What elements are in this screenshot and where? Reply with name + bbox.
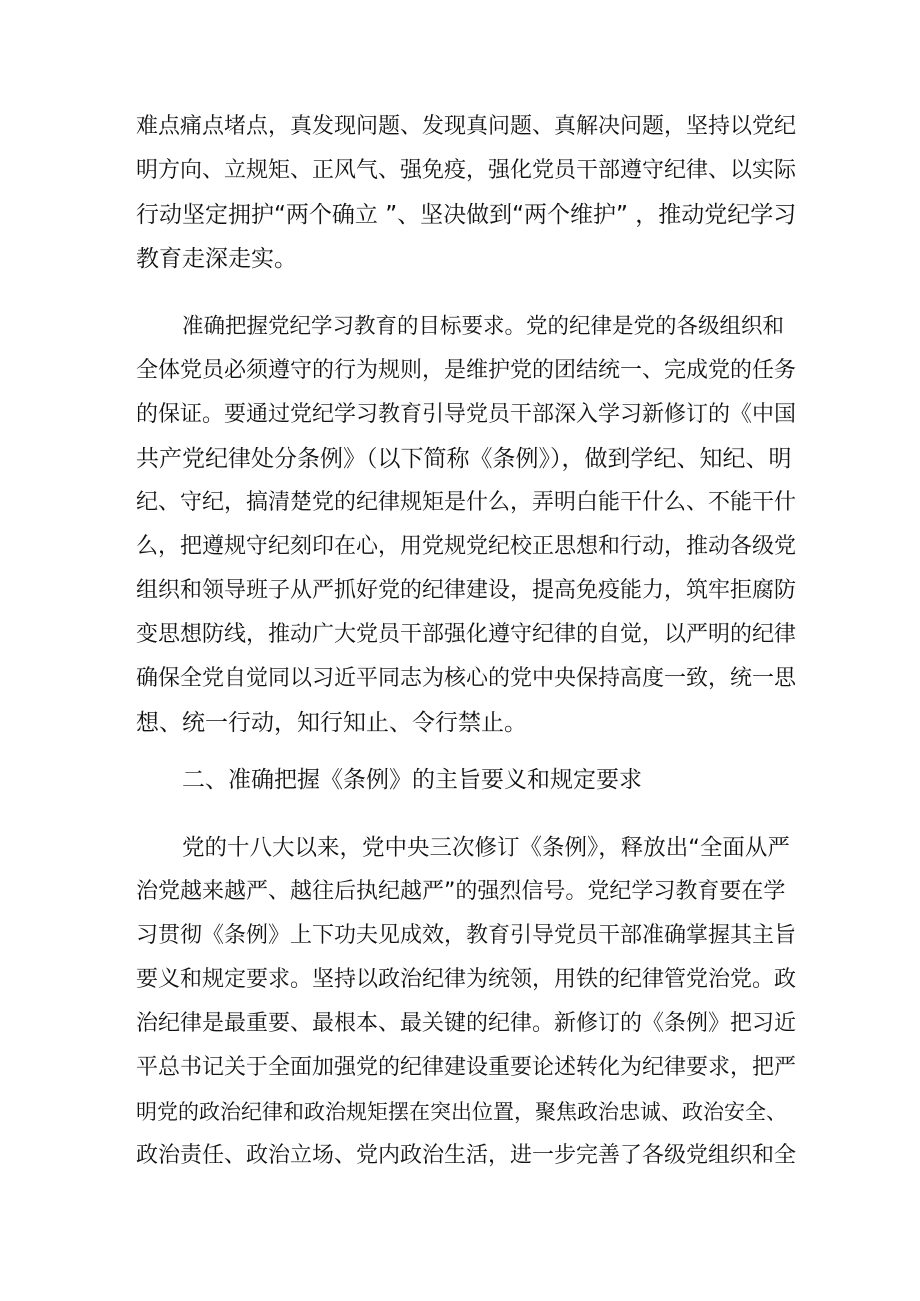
text-line: 党的十八大以来，党中央三次修订《条例》，释放出“全面从严 [182, 835, 790, 861]
text-line: 变思想防线，推动广大党员干部强化遵守纪律的自觉，以严明的纪律 [136, 622, 797, 647]
text-line: 明党的政治纪律和政治规矩摆在突出位置，聚焦政治忠诚、政治安全、 [136, 1100, 787, 1124]
text-line: 明方向、立规矩、正风气、强免疫，强化党员干部遵守纪律、以实际 [136, 158, 797, 183]
text-line: 行动坚定拥护“两个确立 ”、坚决做到“两个维护” ，推动党纪学习 [136, 202, 797, 228]
text-line: 要义和规定要求。坚持以政治纪律为统领，用铁的纪律管党治党。政 [136, 967, 797, 992]
text-line: 治党越来越严、越往后执纪越严”的强烈信号。党纪学习教育要在学 [136, 879, 786, 904]
text-line: 的保证。要通过党纪学习教育引导党员干部深入学习新修订的《中国 [136, 402, 797, 427]
text-line: 平总书记关于全面加强党的纪律建设重要论述转化为纪律要求，把严 [136, 1055, 797, 1080]
heading-text: 二、准确把握《条例》的主旨要义和规定要求 [182, 767, 642, 793]
text-line: 共产党纪律处分条例》（以下简称《条例》），做到学纪、知纪、明 [136, 446, 792, 472]
text-line: 全体党员必须遵守的行为规则，是维护党的团结统一、完成党的任务 [136, 358, 797, 383]
text-line: 想、统一行动，知行知止、令行禁止。 [136, 710, 527, 736]
text-line: 教育走深走实。 [136, 246, 297, 272]
text-line: 组织和领导班子从严抓好党的纪律建设，提高免疫能力，筑牢拒腐防 [136, 578, 797, 603]
body-paragraph [136, 305, 796, 745]
text-line: 习贯彻《条例》上下功夫见成效，教育引导党员干部准确掌握其主旨 [136, 923, 797, 948]
text-line: 纪、守纪，搞清楚党的纪律规矩是什么，弄明白能干什么、不能干什 [136, 490, 797, 515]
section-heading [136, 758, 796, 802]
text-line: 准确把握党纪学习教育的目标要求。党的纪律是党的各级组织和 [182, 314, 785, 339]
text-line: 确保全党自觉同以习近平同志为核心的党中央保持高度一致，统一思 [136, 666, 797, 691]
text-line: 难点痛点堵点，真发现问题、发现真问题、真解决问题，坚持以党纪 [136, 114, 797, 139]
text-line: 政治责任、政治立场、党内政治生活，进一步完善了各级党组织和全 [136, 1143, 797, 1168]
text-line: 治纪律是最重要、最根本、最关键的纪律。新修订的《条例》把习近 [136, 1011, 797, 1036]
body-paragraph [136, 105, 796, 281]
text-line: 么，把遵规守纪刻印在心，用党规党纪校正思想和行动，推动各级党 [136, 534, 797, 559]
body-paragraph [136, 826, 796, 1178]
